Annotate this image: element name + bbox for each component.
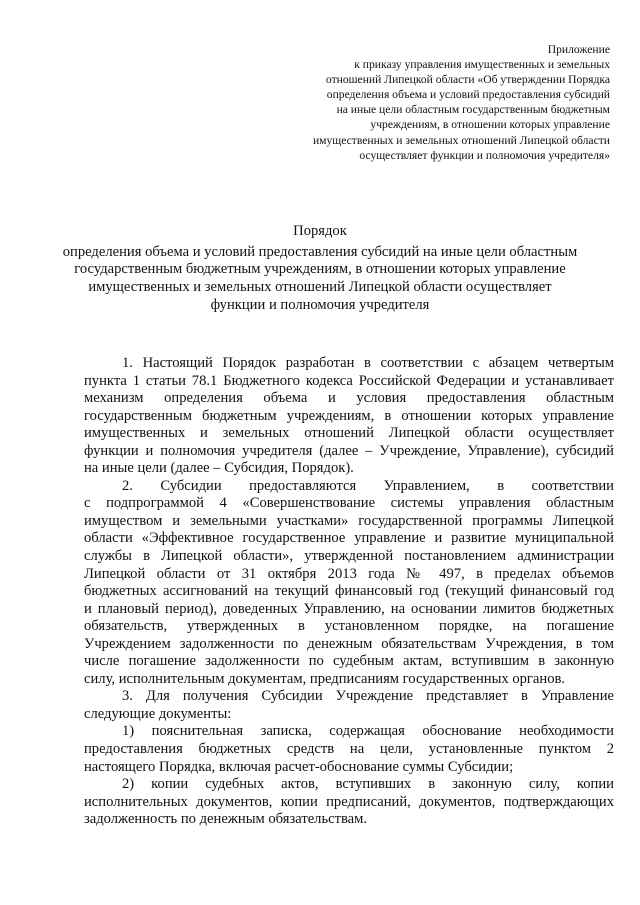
appendix-line: имущественных и земельных отношений Липецкой области: [312, 133, 610, 147]
body-line: числе погашение задолженности по судебным актам, вступившим в законную: [84, 653, 614, 670]
body-line: настоящего Порядка, включая расчет-обоснование суммы Субсидии;: [84, 758, 514, 775]
body-line: 1) пояснительная записка, содержащая обоснование необходимости: [122, 723, 614, 740]
appendix-line: Приложение: [547, 43, 610, 56]
body-line: службы в Липецкой области», утвержденной постановлением администрации: [84, 548, 614, 565]
appendix-header: [250, 42, 610, 163]
body-line: области «Эффективное государственное управление и развитие муниципальной: [84, 530, 614, 547]
title-heading: Порядок: [293, 223, 347, 239]
appendix-line: определения объема и условий предоставления субсидий: [326, 88, 610, 102]
title-line: определения объема и условий предоставления субсидий на иные цели областным: [62, 243, 578, 260]
appendix-line: отношений Липецкой области «Об утверждении Порядка: [325, 73, 610, 87]
title-line: функции и полномочия учредителя: [210, 296, 430, 313]
body-line: Липецкой области от 31 октября 2013 года № 497, в пределах объемов: [84, 565, 614, 582]
body-line: 1. Настоящий Порядок разработан в соответствии с абзацем четвертым: [122, 355, 614, 371]
title-line: имущественных и земельных отношений Липецкой области осуществляет: [88, 279, 552, 296]
document-title: [40, 223, 600, 315]
body-line: пункта 1 статьи 78.1 Бюджетного кодекса Российской Федерации и устанавливает: [84, 372, 614, 389]
body-line: функции и полномочия учредителя (далее – Учреждение, Управление), субсидий: [84, 442, 614, 459]
body-line: задолженность по денежным обязательствам.: [84, 811, 368, 828]
appendix-line: к приказу управления имущественных и земельных: [354, 58, 610, 72]
appendix-line: учреждениям, в отношении которых управление: [370, 118, 610, 132]
body-line: государственным бюджетным учреждениям, в отношении которых управление: [84, 407, 614, 424]
body-line: механизм определения объема и условия предоставления областным: [84, 390, 614, 407]
body-line: 2. Субсидии предоставляются Управлением, в соответствии: [122, 477, 614, 494]
body-line: имущественных и земельных отношений Липецкой области осуществляет: [84, 425, 614, 442]
body-line: исполнительных документов, копии предписаний, документов, подтверждающих: [84, 793, 614, 810]
document-body: [84, 355, 614, 829]
body-line: имуществом и земельными участками» государственной программы Липецкой: [84, 512, 614, 529]
appendix-line: на иные цели областным государственным бюджетным: [336, 103, 610, 117]
body-line: силу, исполнительным документам, предписаниям государственных органов.: [84, 670, 566, 687]
body-line: 2) копии судебных актов, вступивших в законную силу, копии: [122, 776, 614, 793]
body-line: с подпрограммой 4 «Совершенствование системы управления областным: [84, 495, 614, 512]
body-line: на иные цели (далее – Субсидия, Порядок).: [84, 460, 354, 477]
title-line: государственным бюджетным учреждениям, в отношении которых управление: [74, 261, 566, 278]
body-line: предоставления бюджетных средств на цели, установленные пунктом 2: [84, 741, 614, 758]
body-line: обязательств, утвержденных в установленном порядке, на погашение: [84, 618, 614, 635]
appendix-line: осуществляет функции и полномочия учредителя»: [359, 148, 610, 162]
body-line: бюджетных ассигнований на текущий финансовый год (текущий финансовый год: [84, 583, 614, 600]
body-line: и плановый период), доведенных Управлению, на основании лимитов бюджетных: [84, 600, 614, 617]
body-line: следующие документы:: [84, 705, 232, 722]
body-line: Учреждением задолженности по денежным обязательствам Учреждения, в том: [84, 635, 614, 652]
body-line: 3. Для получения Субсидии Учреждение представляет в Управление: [122, 688, 614, 705]
